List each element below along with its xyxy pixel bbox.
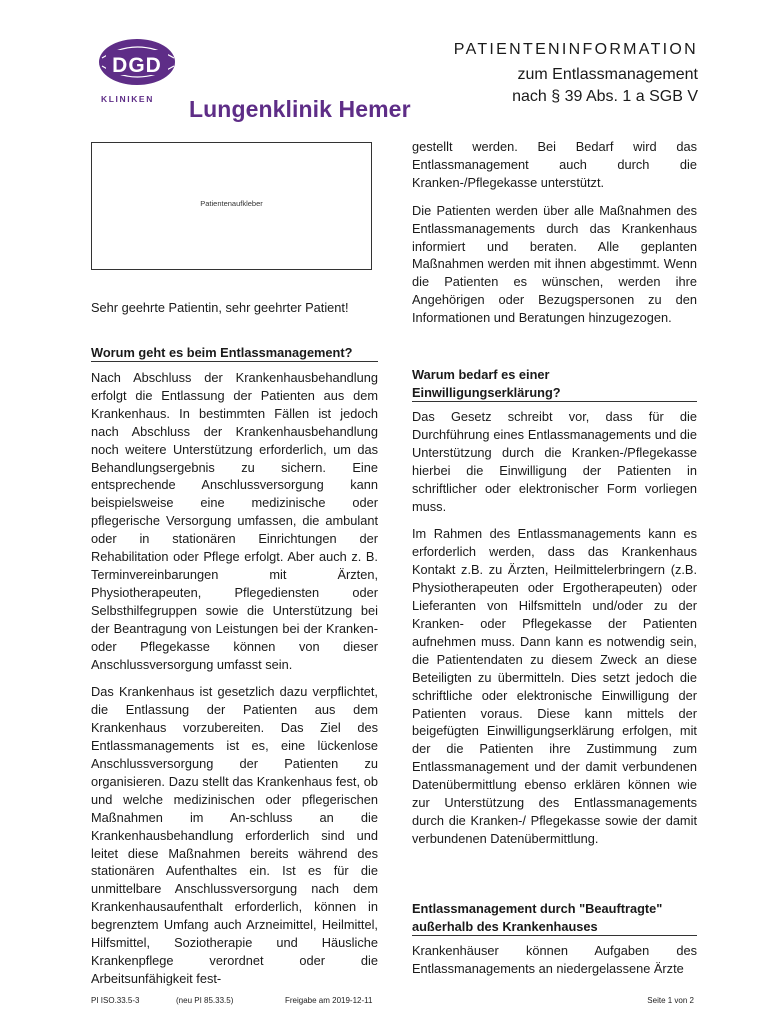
clinic-name: Lungenklinik Hemer bbox=[189, 96, 411, 122]
section-heading-einwilligung-line2: Einwilligungserklärung? bbox=[412, 385, 561, 400]
clinic-logo bbox=[96, 36, 416, 122]
logo-kliniken-label: KLINIKEN bbox=[101, 94, 154, 104]
section-heading-einwilligung-line1: Warum bedarf es einer bbox=[412, 367, 550, 382]
document-subtitle-line1: zum Entlassmanagement bbox=[517, 66, 698, 83]
logo-letters: DGD bbox=[112, 54, 162, 77]
section-heading-beauftragte-line1: Entlassmanagement durch "Beauftragte" bbox=[412, 901, 663, 916]
patient-sticker-label: Patientenaufkleber bbox=[200, 199, 263, 208]
footer-release-date: Freigabe am 2019-12-11 bbox=[285, 996, 373, 1005]
paragraph: Das Gesetz schreibt vor, dass für die Durchführung eines Entlassmanagements und die Unterstützung durch die Kranken-/Pflegekasse hierbei die Einwilligung der Patienten in schriftlicher oder elektronischer Form vorliegen muss. bbox=[412, 409, 697, 514]
paragraph: gestellt werden. Bei Bedarf wird das Entlassmanagement auch durch die Kranken-/Pflegekasse unterstützt. bbox=[412, 139, 697, 190]
paragraph: Im Rahmen des Entlassmanagements kann es erforderlich werden, dass das Krankenhaus Kontakt z.B. zu Ärzten, Heilmittelerbringern (z.B. Physiotherapeuten oder Ergotherapeuten) oder Lieferanten von Hilfsmitteln und/oder zu der Kranken- oder Pflegekasse der Patienten aufnehmen muss. Dann kann es notwendig sein, die Patientendaten zu diesem Zweck an diese Beteiligten zu übermitteln. Dies setzt jedoch die schriftliche oder elektronische Einwilligung der Patienten voraus. Diese kann mittels der beigefügten Einwilligungserklärung erfolgen, mit der die Patienten ihre Zustimmung zum Entlassmanagement und der damit verbundenen Datenübermittlung ebenso erklären können wie zur Unterstützung des Entlassmanagements durch die Kranken-/ Pflegekasse sowie der damit verbundenen Datenübermittlung. bbox=[412, 526, 697, 846]
patient-sticker-box bbox=[91, 142, 372, 270]
paragraph: Krankenhäuser können Aufgaben des Entlassmanagements an niedergelassene Ärzte bbox=[412, 943, 697, 976]
section-heading-beauftragte-line2: außerhalb des Krankenhauses bbox=[412, 919, 598, 934]
document-subtitle-line2: nach § 39 Abs. 1 a SGB V bbox=[512, 88, 698, 105]
footer-page-number: Seite 1 von 2 bbox=[647, 996, 694, 1005]
section-heading-entlassmanagement: Worum geht es beim Entlassmanagement? bbox=[91, 345, 353, 360]
left-column-text bbox=[91, 369, 378, 988]
footer-old-id: (neu PI 85.33.5) bbox=[176, 996, 234, 1005]
heading-underline bbox=[91, 361, 378, 362]
right-column-text-top bbox=[412, 138, 697, 327]
heading-underline bbox=[412, 935, 697, 936]
paragraph: Das Krankenhaus ist gesetzlich dazu verpflichtet, die Entlassung der Patienten aus dem Krankenhaus vorzubereiten. Das Ziel des Entlassmanagements ist es, eine lückenlose Anschlussversorgung der Patienten zu organisieren. Dazu stellt das Krankenhaus fest, ob und welche medizinischen oder pflegerischen Maßnahmen im An-schluss an die Krankenhausbehandlung erforderlich sind und leitet diese Maßnahmen bereits während des stationären Aufenthaltes ein. Ist es für die unmittelbare Anschlussversorgung nach dem Krankenhausaufenthalt erforderlich, können in begrenztem Umfang auch Arzneimittel, Heilmittel, Hilfsmittel, Soziotherapie und Häusliche Krankenpflege verordnet oder die Arbeitsunfähigkeit fest- bbox=[91, 684, 378, 986]
paragraph: Nach Abschluss der Krankenhausbehandlung erfolgt die Entlassung der Patienten aus dem Krankenhaus. In bestimmten Fällen ist jedoch nach Abschluss der Krankenhausbehandlung noch weitere Unterstützung erforderlich, um das Behandlungsergebnis zu sichern. Eine entsprechende Anschlussversorgung kann beispielsweise eine medizinische oder pflegerische Versorgung umfassen, die ambulant oder in stationären Einrichtungen der Rehabilitation oder Pflege erfolgt. Aber auch z. B. Terminvereinbarungen mit Ärzten, Physiotherapeuten, Pflegediensten oder Selbsthilfegruppen sowie die Unterstützung bei der Beantragung von Leistungen bei der Kranken- oder Pflegekasse können von dieser Anschlussversorgung umfasst sein. bbox=[91, 370, 378, 672]
right-column-text-bottom bbox=[412, 942, 697, 978]
right-column-text-middle bbox=[412, 408, 697, 848]
paragraph: Die Patienten werden über alle Maßnahmen des Entlassmanagements durch das Krankenhaus informiert und beraten. Alle geplanten Maßnahmen werden mit ihnen abgestimmt. Wenn die Patienten es wünschen, werden ihre Angehörigen oder Bezugspersonen zu den Informationen und Beratungen hinzugezogen. bbox=[412, 202, 697, 326]
document-title: PATIENTENINFORMATION bbox=[453, 41, 698, 58]
footer-doc-id: PI ISO.33.5-3 bbox=[91, 996, 140, 1005]
heading-underline bbox=[412, 401, 697, 402]
greeting: Sehr geehrte Patientin, sehr geehrter Patient! bbox=[91, 300, 349, 315]
